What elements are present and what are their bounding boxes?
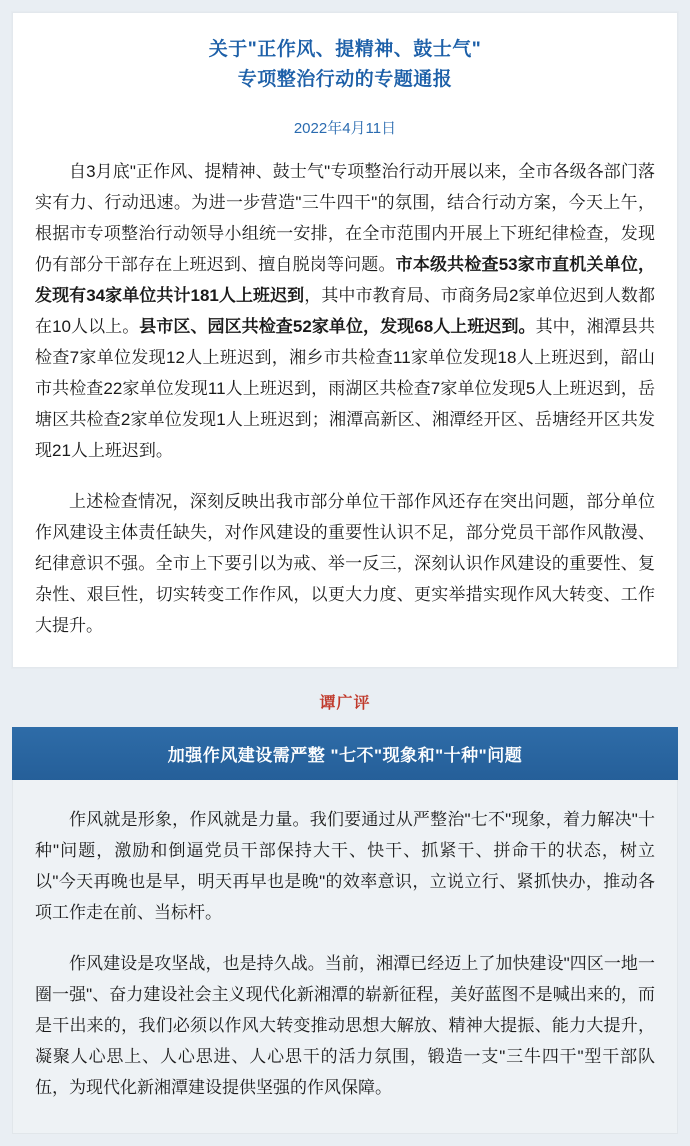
article-body bbox=[35, 156, 655, 641]
commentary-banner-title: 加强作风建设需严整 "七不"现象和"十种"问题 bbox=[12, 727, 678, 780]
bottom-spacer bbox=[0, 1134, 690, 1146]
paragraph-1-segment-1: 自3月底"正作风、提精神、鼓士气"专项整治行动开展以来，全市各级各部门落实有力、行动迅速。为进一步营造"三牛四干"的氛围，结合行动方案，今天上午，根据市专项整治行动领导小组统一安排，在全市范围内开展上下班纪律检查，发现仍有部分干部存在上班迟到、擅自脱岗等问题。 bbox=[35, 162, 655, 274]
top-spacer bbox=[0, 0, 690, 12]
page-title bbox=[35, 35, 655, 95]
paragraph-1-bold-1: 市本级共检查53家市直机关单位，发现有34家单位共计181人上班迟到 bbox=[35, 255, 655, 305]
article-paragraph-2: 上述检查情况，深刻反映出我市部分单位干部作风还存在突出问题，部分单位作风建设主体责任缺失，对作风建设的重要性认识不足，部分党员干部作风散漫、纪律意识不强。全市上下要引以为戒、举一反三，深刻认识作风建设的重要性、复杂性、艰巨性，切实转变工作作风，以更大力度、更实举措实现作风大转变、工作大提升。 bbox=[35, 492, 655, 635]
commentary-paragraph-1: 作风就是形象，作风就是力量。我们要通过从严整治"七不"现象，着力解决"十种"问题，激励和倒逼党员干部保持大干、快干、抓紧干、拼命干的状态，树立以"今天再晚也是早，明天再早也是晚"的效率意识，立说立行、紧抓快办，推动各项工作走在前、当标杆。 bbox=[35, 810, 655, 922]
commentary-card bbox=[12, 780, 678, 1134]
article-card bbox=[12, 12, 678, 668]
title-line-1: 关于"正作风、提精神、鼓士气" bbox=[208, 39, 482, 60]
commentary-paragraph-2: 作风建设是攻坚战，也是持久战。当前，湘潭已经迈上了加快建设"四区一地一圈一强"、奋力建设社会主义现代化新湘潭的崭新征程，美好蓝图不是喊出来的，而是干出来的，我们必须以作风大转变推动思想大解放、精神大提振、能力大提升，凝聚人心思上、人心思进、人心思干的活力氛围，锻造一支"三牛四干"型干部队伍，为现代化新湘潭建设提供坚强的作风保障。 bbox=[35, 954, 655, 1097]
commentary-byline: 谭广评 bbox=[319, 695, 371, 712]
paragraph-1-segment-2: ，其中市教育局、市商务局2家单位迟到人数都在10人以上。 bbox=[35, 286, 655, 336]
title-line-2: 专项整治行动的专题通报 bbox=[237, 69, 453, 90]
paragraph-1-bold-2: 县市区、园区共检查52家单位，发现68人上班迟到。 bbox=[139, 317, 536, 336]
paragraph-1-segment-3: 其中，湘潭县共检查7家单位发现12人上班迟到，湘乡市共检查11家单位发现18人上班迟到，韶山市共检查22家单位发现11人上班迟到，雨湖区共检查7家单位发现5人上班迟到，岳塘区共检查2家单位发现1人上班迟到；湘潭高新区、湘潭经开区、岳塘经开区共发现21人上班迟到。 bbox=[35, 317, 655, 460]
commentary-body bbox=[35, 804, 655, 1103]
publish-date: 2022年4月11日 bbox=[293, 120, 397, 137]
commentary-byline-wrap bbox=[0, 668, 690, 727]
article-paragraph-1 bbox=[35, 156, 655, 466]
